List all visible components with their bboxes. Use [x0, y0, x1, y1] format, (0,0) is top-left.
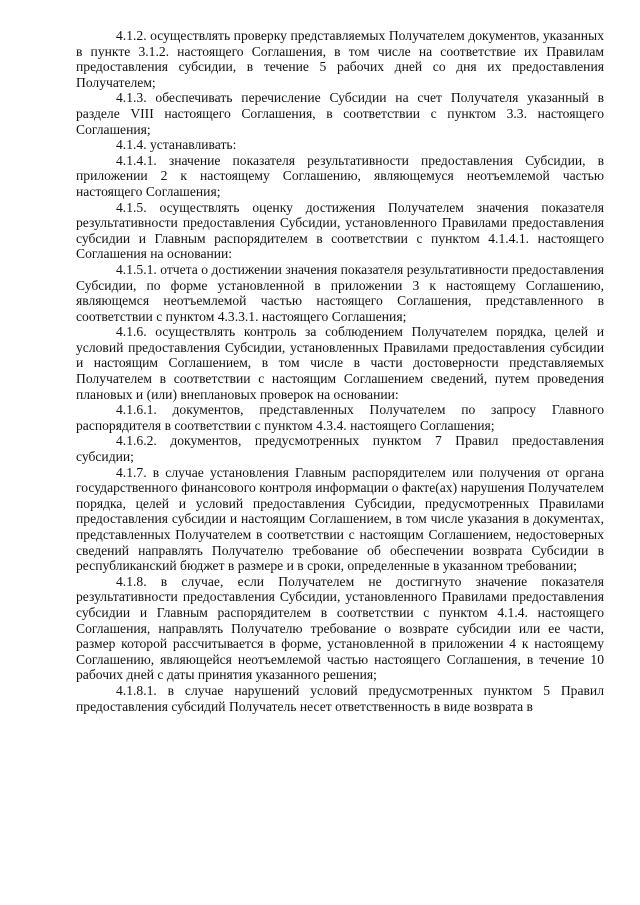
clause-4-1-5: 4.1.5. осуществлять оценку достижения Получателем значения показателя результативности предоставления Субсидии, установленного Правилами предоставления субсидии и Главным распорядителем в соответствии с пунктом 4.1.4.1. настоящего Соглашения на основании: — [76, 199, 604, 262]
clause-4-1-2: 4.1.2. осуществлять проверку представляемых Получателем документов, указанных в пункте 3.1.2. настоящего Соглашения, в том числе на соответствие их Правилам предоставления субсидии, в течение 5 рабочих дней со дня их предоставления Получателем; — [76, 28, 604, 90]
document-page — [76, 28, 604, 898]
clause-4-1-7: 4.1.7. в случае установления Главным распорядителем или получения от органа государственного финансового контроля информации о факте(ах) нарушения Получателем порядка, целей и условий предоставления Субсидии, предусмотренных Правилами предоставления субсидии и настоящим Соглашением, в том числе указания в документах, представленных Получателем в соответствии с настоящим Соглашением, недостоверных сведений направлять Получателю требование об обеспечении возврата Субсидии в республиканский бюджет в размере и в сроки, определенные в указанном требовании; — [76, 464, 604, 574]
clause-4-1-8-1: 4.1.8.1. в случае нарушений условий предусмотренных пунктом 5 Правил предоставления субсидий Получатель несет ответственность в виде возврата в — [76, 682, 604, 714]
clause-4-1-8: 4.1.8. в случае, если Получателем не достигнуто значение показателя результативности предоставления Субсидии, установленного Правилами предоставления субсидии и Главным распорядителем в соответствии с пунктом 4.1.4. настоящего Соглашения, направлять Получателю требование о возврате субсидии или ее части, размер которой рассчитывается в форме, установленной в приложении 4 к настоящему Соглашению, являющейся неотъемлемой частью настоящего Соглашения, в течение 10 рабочих дней с даты принятия указанного решения; — [76, 573, 604, 683]
clause-4-1-3: 4.1.3. обеспечивать перечисление Субсидии на счет Получателя указанный в разделе VIII настоящего Соглашения, в соответствии с пунктом 3.3. настоящего Соглашения; — [76, 90, 604, 137]
clause-4-1-4-1: 4.1.4.1. значение показателя результативности предоставления Субсидии, в приложении 2 к настоящему Соглашению, являющемуся неотъемлемой частью настоящего Соглашения; — [76, 152, 604, 199]
clause-4-1-6-1: 4.1.6.1. документов, представленных Получателем по запросу Главного распорядителя в соответствии с пунктом 4.3.4. настоящего Соглашения; — [76, 402, 604, 433]
clause-4-1-4: 4.1.4. устанавливать: — [116, 137, 237, 153]
clause-4-1-6: 4.1.6. осуществлять контроль за соблюдением Получателем порядка, целей и условий предоставления Субсидии, установленных Правилами предоставления субсидии и настоящим Соглашением, в том числе в части достоверности представляемых Получателем в соответствии с настоящим Соглашением сведений, путем проведения плановых и (или) внеплановых проверок на основании: — [76, 324, 604, 402]
clause-4-1-5-1: 4.1.5.1. отчета о достижении значения показателя результативности предоставления Субсидии, по форме установленной в приложении 3 к настоящему Соглашению, являющемся неотъемлемой частью настоящего Соглашения, представленного в соответствии с пунктом 4.3.3.1. настоящего Соглашения; — [76, 261, 604, 324]
clause-4-1-6-2: 4.1.6.2. документов, предусмотренных пунктом 7 Правил предоставления субсидии; — [76, 433, 604, 465]
